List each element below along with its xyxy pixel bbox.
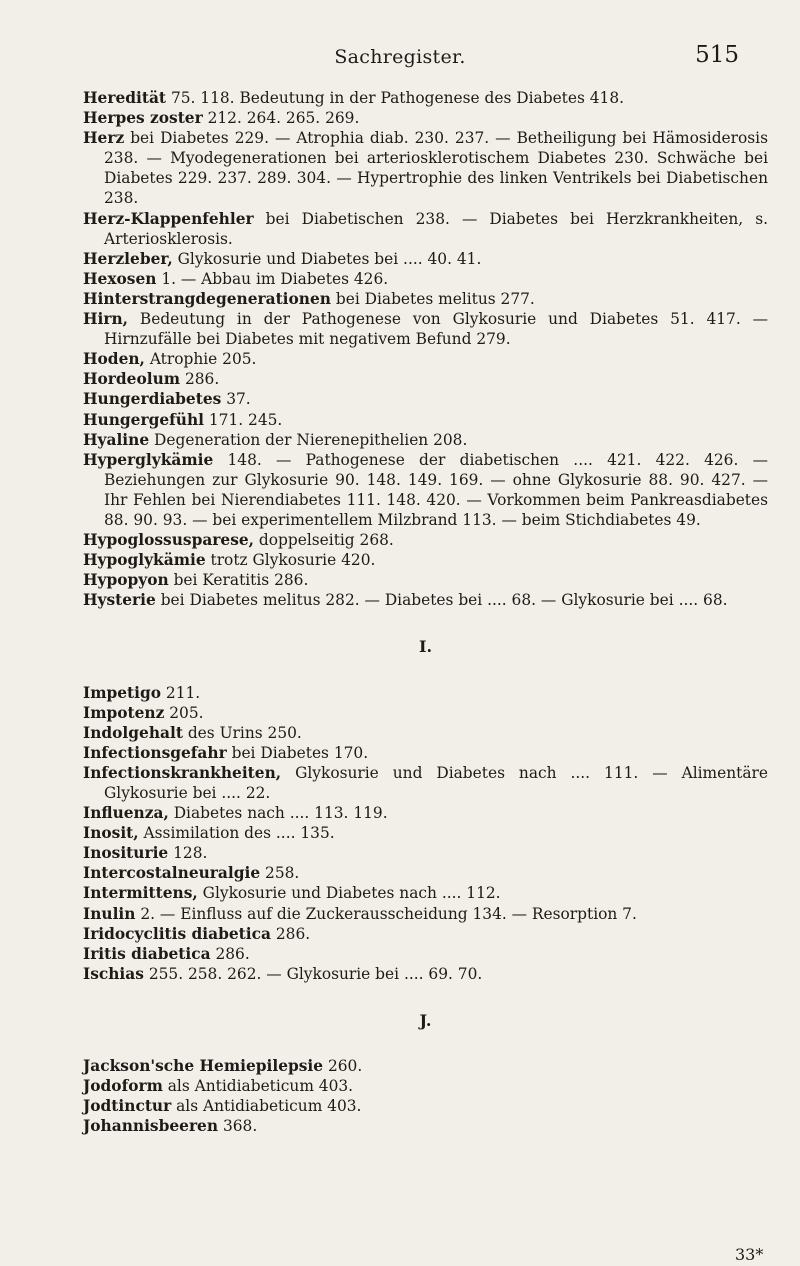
index-entry [83, 763, 768, 803]
index-entry [83, 703, 768, 723]
page-number: 515 [695, 42, 739, 68]
index-term: Infectionsgefahr [83, 743, 227, 762]
index-references: Assimilation des .... 135. [138, 824, 335, 843]
index-term: Heredität [83, 89, 167, 107]
index-term: Impotenz [83, 703, 165, 722]
index-references: des Urins 250. [182, 723, 302, 742]
index-entry [83, 108, 768, 128]
index-term: Herpes zoster [83, 109, 203, 128]
index-references: 368. [218, 1117, 258, 1136]
index-term: Herz [83, 129, 125, 148]
index-entry [83, 823, 768, 843]
index-entry [83, 389, 768, 409]
index-entry [83, 723, 768, 743]
index-term: Hirn, [83, 310, 129, 329]
index-references: 148. — Pathogenese der diabetischen .... 421. 422. 426. — Beziehungen zur Glykosurie 90. 148. 149. 169. — ohne Glykosurie 88. 90. 427. — Ihr Fehlen bei Nierendiabetes 111. 148. 420. — Vorkommen beim Pankreasdiabetes 88. 90. 93. — bei experimentellem Milzbrand 113. — beim Stichdiabetes 49. [104, 450, 768, 529]
index-references: 75. 118. Bedeutung in der Pathogenese des Diabetes 418. [166, 89, 625, 107]
index-term: Hypoglykämie [83, 551, 206, 570]
index-body [83, 88, 768, 1136]
index-references: bei Keratitis 286. [168, 571, 309, 590]
index-entry [83, 1076, 768, 1096]
index-references: als Antidiabeticum 403. [162, 1077, 354, 1096]
index-references: Atrophie 205. [144, 350, 257, 369]
index-references: 205. [164, 703, 204, 722]
index-entry [83, 590, 768, 610]
index-entry [83, 128, 768, 208]
index-entry [83, 369, 768, 389]
index-references: 1. — Abbau im Diabetes 426. [156, 269, 389, 288]
index-term: Hyperglykämie [83, 450, 214, 469]
index-term: Infectionskrankheiten, [83, 763, 282, 782]
index-term: Hoden, [83, 350, 145, 369]
index-references: 286. [180, 370, 220, 389]
index-references: 286. [210, 944, 250, 963]
index-entry [83, 1056, 768, 1076]
index-term: Hysterie [83, 591, 156, 610]
index-references: 258. [260, 864, 300, 883]
index-entry [83, 1116, 768, 1136]
index-entry [83, 743, 768, 763]
index-term: Influenza, [83, 804, 169, 823]
index-term: Intercostalneuralgie [83, 864, 261, 883]
index-references: 212. 264. 265. 269. [202, 109, 360, 128]
index-references: 260. [323, 1057, 363, 1076]
index-entry [83, 1096, 768, 1116]
index-references: 2. — Einfluss auf die Zuckerausscheidung 134. — Resorption 7. [135, 904, 637, 923]
index-references: bei Diabetes 170. [226, 743, 369, 762]
index-entry [83, 964, 768, 984]
index-references: Glykosurie und Diabetes bei .... 40. 41. [172, 249, 482, 268]
index-entry [83, 883, 768, 903]
index-term: Hexosen [83, 269, 157, 288]
index-term: Impetigo [83, 683, 162, 702]
index-term: Iridocyclitis diabetica [83, 924, 271, 943]
index-entry [83, 410, 768, 430]
index-entry [83, 924, 768, 944]
index-term: Indolgehalt [83, 723, 183, 742]
index-references: 171. 245. [203, 410, 283, 429]
index-references: 255. 258. 262. — Glykosurie bei .... 69. 70. [143, 964, 483, 983]
section-letter: I. [418, 637, 433, 657]
index-entry [83, 550, 768, 570]
index-term: Johannisbeeren [83, 1117, 219, 1136]
index-term: Jackson'sche Hemiepilepsie [83, 1057, 324, 1076]
index-entry [83, 803, 768, 823]
index-entry [83, 249, 768, 269]
index-term: Hordeolum [83, 370, 181, 389]
index-references: doppelseitig 268. [254, 531, 394, 550]
index-term: Herzleber, [83, 249, 173, 268]
index-entry [83, 570, 768, 590]
index-term: Iritis diabetica [83, 944, 211, 963]
index-entry [83, 944, 768, 964]
index-references: Glykosurie und Diabetes nach .... 111. — Alimentäre Glykosurie bei .... 22. [104, 763, 768, 802]
index-references: bei Diabetes 229. — Atrophia diab. 230. 237. — Betheiligung bei Hämosiderosis 238. — Myodegenerationen bei arteriosklerotischem Diabetes 230. Schwäche bei Diabetes 229. 237. 289. 304. — Hypertrophie des linken Ventrikels bei Diabetischen 238. [104, 129, 768, 208]
index-entry [83, 309, 768, 349]
index-term: Jodoform [83, 1077, 163, 1096]
index-references: bei Diabetes melitus 282. — Diabetes bei .... 68. — Glykosurie bei .... 68. [155, 591, 728, 610]
index-references: 286. [270, 924, 311, 943]
index-entry [83, 530, 768, 550]
index-term: Hinterstrangdegenerationen [83, 289, 331, 308]
section-letter: J. [419, 1010, 432, 1030]
index-references: Glykosurie und Diabetes nach .... 112. [197, 884, 501, 903]
index-references: 211. [161, 683, 201, 702]
index-references: als Antidiabeticum 403. [171, 1097, 362, 1116]
index-entry [83, 209, 768, 249]
page-title: Sachregister. [334, 46, 466, 68]
index-references: Diabetes nach .... 113. 119. [168, 804, 388, 823]
signature-mark: 33* [735, 1245, 764, 1264]
index-references: trotz Glykosurie 420. [205, 551, 376, 570]
index-term: Herz-Klappenfehler [83, 209, 254, 228]
index-entry [83, 269, 768, 289]
index-term: Inulin [83, 904, 136, 923]
index-entry [83, 843, 768, 863]
index-term: Intermittens, [83, 884, 198, 903]
index-entry [83, 904, 768, 924]
index-entry [83, 683, 768, 703]
index-term: Jodtinctur [83, 1097, 172, 1116]
index-entry [83, 88, 768, 108]
index-references: 128. [168, 844, 208, 863]
index-references: bei Diabetischen 238. — Diabetes bei Herzkrankheiten, s. Arteriosklerosis. [104, 209, 768, 248]
index-term: Inosit, [83, 824, 139, 843]
index-entry [83, 430, 768, 450]
index-term: Hypoglossusparese, [83, 531, 255, 550]
index-term: Hyaline [83, 430, 150, 449]
running-head [60, 40, 740, 80]
index-term: Inositurie [83, 844, 169, 863]
index-term: Ischias [83, 964, 144, 983]
index-entry [83, 349, 768, 369]
index-references: bei Diabetes melitus 277. [330, 289, 535, 308]
index-entry [83, 289, 768, 309]
index-references: Degeneration der Nierenepithelien 208. [149, 430, 468, 449]
index-references: 37. [221, 390, 251, 409]
index-term: Hungerdiabetes [83, 390, 222, 409]
index-references: Bedeutung in der Pathogenese von Glykosurie und Diabetes 51. 417. — Hirnzufälle bei Diabetes mit negativem Befund 279. [104, 310, 768, 349]
index-entry [83, 450, 768, 530]
index-term: Hypopyon [83, 571, 169, 590]
index-entry [83, 863, 768, 883]
index-term: Hungergefühl [83, 410, 204, 429]
